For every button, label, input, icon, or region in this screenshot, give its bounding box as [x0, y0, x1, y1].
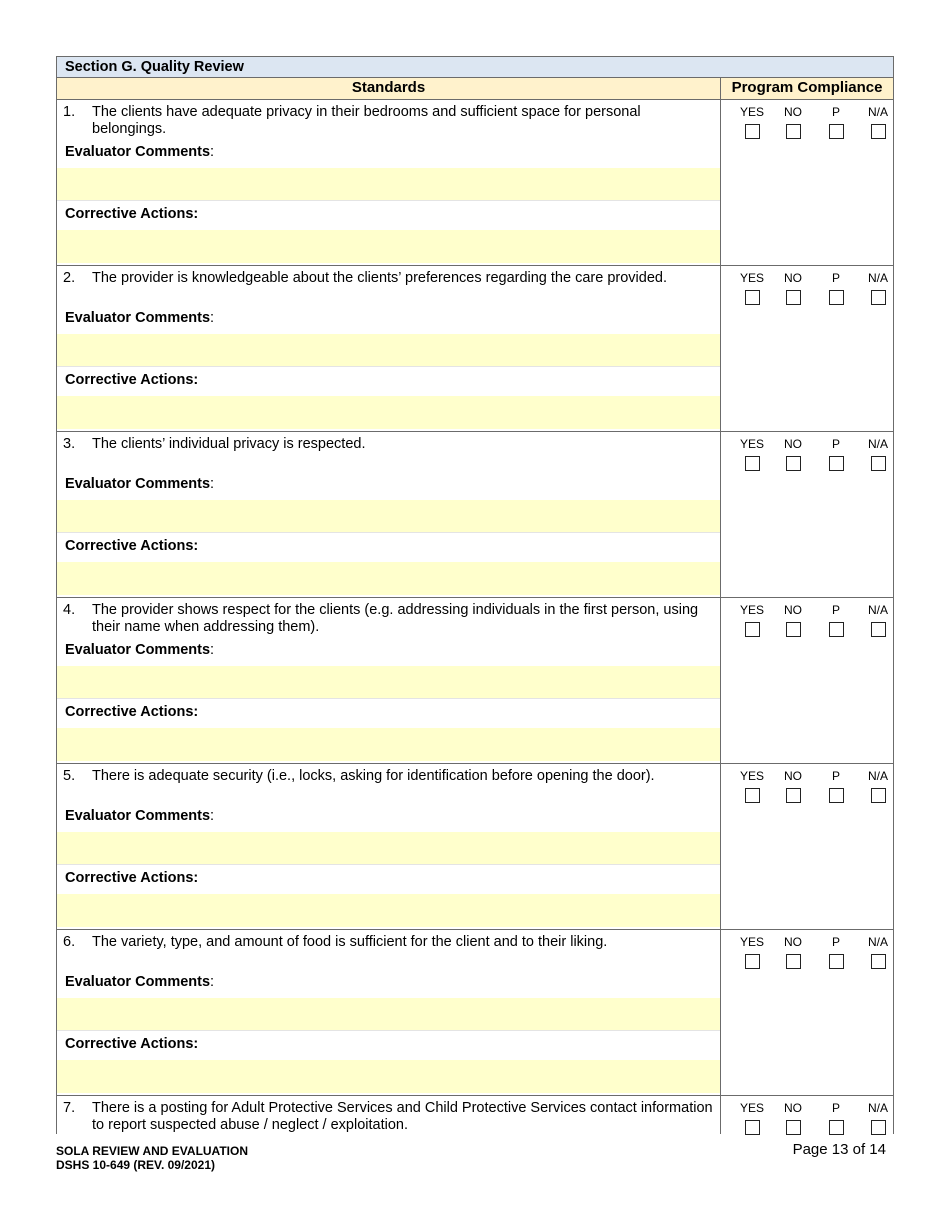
compliance-option-yes — [732, 769, 772, 803]
na-checkbox[interactable] — [871, 954, 886, 969]
compliance-option-label: N/A — [867, 769, 888, 783]
compliance-option-p — [816, 935, 856, 969]
corrective-actions-field[interactable] — [57, 230, 720, 263]
standard-description: There is adequate security (i.e., locks, asking for identification before opening the door). — [92, 768, 655, 784]
compliance-option-no — [773, 603, 813, 637]
compliance-option-p — [816, 271, 856, 305]
compliance-option-p — [816, 1101, 856, 1135]
evaluator-comments-label: Evaluator Comments: — [65, 642, 215, 658]
corrective-actions-field[interactable] — [57, 1060, 720, 1093]
compliance-option-na — [858, 437, 898, 471]
compliance-option-label: NO — [784, 1101, 802, 1115]
no-checkbox[interactable] — [786, 124, 801, 139]
no-checkbox[interactable] — [786, 1120, 801, 1135]
compliance-option-yes — [732, 437, 772, 471]
compliance-option-na — [858, 105, 898, 139]
divider — [57, 366, 720, 367]
yes-checkbox[interactable] — [745, 788, 760, 803]
evaluator-comments-label: Evaluator Comments: — [65, 974, 215, 990]
standard-number: 1. — [63, 104, 76, 120]
compliance-option-label: P — [831, 603, 840, 617]
standard-text — [63, 270, 713, 287]
compliance-option-label: N/A — [867, 271, 888, 285]
standard-text — [63, 436, 713, 453]
standard-text — [63, 768, 713, 785]
no-checkbox[interactable] — [786, 788, 801, 803]
na-checkbox[interactable] — [871, 622, 886, 637]
standard-cell — [57, 266, 721, 431]
standard-cell — [57, 598, 721, 763]
na-checkbox[interactable] — [871, 124, 886, 139]
yes-checkbox[interactable] — [745, 1120, 760, 1135]
compliance-options — [721, 930, 894, 1095]
evaluator-comments-label: Evaluator Comments: — [65, 476, 215, 492]
divider — [57, 698, 720, 699]
p-checkbox[interactable] — [829, 788, 844, 803]
compliance-option-label: NO — [784, 437, 802, 451]
na-checkbox[interactable] — [871, 1120, 886, 1135]
p-checkbox[interactable] — [829, 124, 844, 139]
corrective-actions-field[interactable] — [57, 562, 720, 595]
footer-form-info — [56, 1144, 248, 1172]
evaluator-comments-label: Evaluator Comments: — [65, 310, 215, 326]
page-number: Page 13 of 14 — [792, 1141, 886, 1158]
standard-item — [56, 598, 894, 764]
p-checkbox[interactable] — [829, 1120, 844, 1135]
p-checkbox[interactable] — [829, 290, 844, 305]
corrective-actions-label: Corrective Actions: — [65, 538, 199, 554]
compliance-option-label: YES — [739, 935, 764, 949]
compliance-option-label: NO — [784, 603, 802, 617]
compliance-option-label: YES — [739, 105, 764, 119]
corrective-actions-label: Corrective Actions: — [65, 704, 199, 720]
compliance-option-yes — [732, 603, 772, 637]
compliance-option-label: P — [831, 105, 840, 119]
yes-checkbox[interactable] — [745, 622, 760, 637]
compliance-option-p — [816, 437, 856, 471]
divider — [57, 864, 720, 865]
divider — [57, 532, 720, 533]
standard-description: There is a posting for Adult Protective Services and Child Protective Services contact information to report suspected abuse / neglect / exploitation. — [92, 1100, 713, 1133]
standard-item — [56, 930, 894, 1096]
compliance-option-na — [858, 935, 898, 969]
compliance-option-label: P — [831, 437, 840, 451]
corrective-actions-label: Corrective Actions: — [65, 372, 199, 388]
column-headers — [56, 78, 894, 100]
standard-item — [56, 266, 894, 432]
corrective-actions-label: Corrective Actions: — [65, 870, 199, 886]
compliance-column-header: Program Compliance — [731, 79, 883, 96]
compliance-option-label: N/A — [867, 603, 888, 617]
compliance-option-yes — [732, 271, 772, 305]
na-checkbox[interactable] — [871, 290, 886, 305]
corrective-actions-label: Corrective Actions: — [65, 206, 199, 222]
standard-cell — [57, 930, 721, 1095]
compliance-option-label: NO — [784, 935, 802, 949]
compliance-option-yes — [732, 105, 772, 139]
compliance-option-no — [773, 769, 813, 803]
standard-number: 2. — [63, 270, 76, 286]
compliance-option-label: YES — [739, 603, 764, 617]
no-checkbox[interactable] — [786, 954, 801, 969]
evaluator-comments-label: Evaluator Comments: — [65, 808, 215, 824]
divider — [57, 1030, 720, 1031]
p-checkbox[interactable] — [829, 954, 844, 969]
evaluator-comments-field[interactable] — [57, 500, 720, 532]
yes-checkbox[interactable] — [745, 456, 760, 471]
compliance-option-no — [773, 105, 813, 139]
compliance-option-na — [858, 603, 898, 637]
compliance-option-yes — [732, 1101, 772, 1135]
standards-column-header: Standards — [57, 78, 721, 99]
compliance-option-label: P — [831, 271, 840, 285]
p-checkbox[interactable] — [829, 622, 844, 637]
compliance-option-label: P — [831, 1101, 840, 1115]
yes-checkbox[interactable] — [745, 124, 760, 139]
compliance-option-label: P — [831, 769, 840, 783]
compliance-option-yes — [732, 935, 772, 969]
standard-text — [63, 934, 713, 951]
standard-cell — [57, 1096, 721, 1134]
standard-cell — [57, 100, 721, 265]
evaluator-comments-label: Evaluator Comments: — [65, 144, 215, 160]
quality-review-form — [56, 56, 894, 1134]
standard-number: 4. — [63, 602, 76, 618]
compliance-option-no — [773, 1101, 813, 1135]
compliance-options — [721, 764, 894, 929]
compliance-option-label: YES — [739, 271, 764, 285]
compliance-option-label: NO — [784, 769, 802, 783]
standard-text — [63, 602, 713, 636]
standards-list — [56, 100, 894, 1134]
compliance-option-label: YES — [739, 437, 764, 451]
standard-text — [63, 1100, 713, 1134]
compliance-option-label: P — [831, 935, 840, 949]
no-checkbox[interactable] — [786, 622, 801, 637]
compliance-option-label: N/A — [867, 437, 888, 451]
standard-number: 3. — [63, 436, 76, 452]
compliance-options — [721, 266, 894, 431]
compliance-option-label: YES — [739, 1101, 764, 1115]
compliance-option-label: YES — [739, 769, 764, 783]
yes-checkbox[interactable] — [745, 290, 760, 305]
standard-cell — [57, 432, 721, 597]
corrective-actions-field[interactable] — [57, 894, 720, 927]
standard-cell — [57, 764, 721, 929]
p-checkbox[interactable] — [829, 456, 844, 471]
standard-description: The provider is knowledgeable about the clients’ preferences regarding the care provided. — [92, 270, 667, 286]
standard-description: The clients’ individual privacy is respected. — [92, 436, 366, 452]
compliance-option-p — [816, 603, 856, 637]
corrective-actions-field[interactable] — [57, 396, 720, 429]
corrective-actions-label: Corrective Actions: — [65, 1036, 199, 1052]
compliance-option-label: N/A — [867, 1101, 888, 1115]
na-checkbox[interactable] — [871, 788, 886, 803]
compliance-option-na — [858, 271, 898, 305]
compliance-option-no — [773, 935, 813, 969]
standard-item — [56, 432, 894, 598]
footer-form-id: DSHS 10-649 (REV. 09/2021) — [56, 1158, 215, 1172]
compliance-options — [721, 100, 894, 265]
evaluator-comments-field[interactable] — [57, 334, 720, 366]
standard-item — [56, 100, 894, 266]
no-checkbox[interactable] — [786, 456, 801, 471]
evaluator-comments-field[interactable] — [57, 666, 720, 698]
compliance-option-label: N/A — [867, 935, 888, 949]
standard-description: The variety, type, and amount of food is sufficient for the client and to their liking. — [92, 934, 608, 950]
standard-description: The provider shows respect for the clients (e.g. addressing individuals in the first person, using their name when addressing them). — [92, 602, 699, 635]
compliance-option-na — [858, 1101, 898, 1135]
na-checkbox[interactable] — [871, 456, 886, 471]
evaluator-comments-field[interactable] — [57, 832, 720, 864]
compliance-option-label: NO — [784, 105, 802, 119]
compliance-option-na — [858, 769, 898, 803]
divider — [57, 200, 720, 201]
yes-checkbox[interactable] — [745, 954, 760, 969]
compliance-option-label: N/A — [867, 105, 888, 119]
compliance-options — [721, 1096, 894, 1134]
evaluator-comments-field[interactable] — [57, 998, 720, 1030]
no-checkbox[interactable] — [786, 290, 801, 305]
footer-title: SOLA REVIEW AND EVALUATION — [56, 1144, 248, 1158]
standard-number: 7. — [63, 1100, 76, 1116]
compliance-options — [721, 432, 894, 597]
standard-text — [63, 104, 713, 138]
standard-number: 6. — [63, 934, 76, 950]
standard-item — [56, 764, 894, 930]
compliance-option-p — [816, 105, 856, 139]
standard-number: 5. — [63, 768, 76, 784]
compliance-options — [721, 598, 894, 763]
compliance-option-label: NO — [784, 271, 802, 285]
evaluator-comments-field[interactable] — [57, 168, 720, 200]
corrective-actions-field[interactable] — [57, 728, 720, 761]
section-title: Section G. Quality Review — [56, 56, 894, 78]
compliance-option-p — [816, 769, 856, 803]
compliance-option-no — [773, 271, 813, 305]
standard-item — [56, 1096, 894, 1134]
standard-description: The clients have adequate privacy in their bedrooms and sufficient space for personal belongings. — [92, 104, 641, 137]
compliance-option-no — [773, 437, 813, 471]
